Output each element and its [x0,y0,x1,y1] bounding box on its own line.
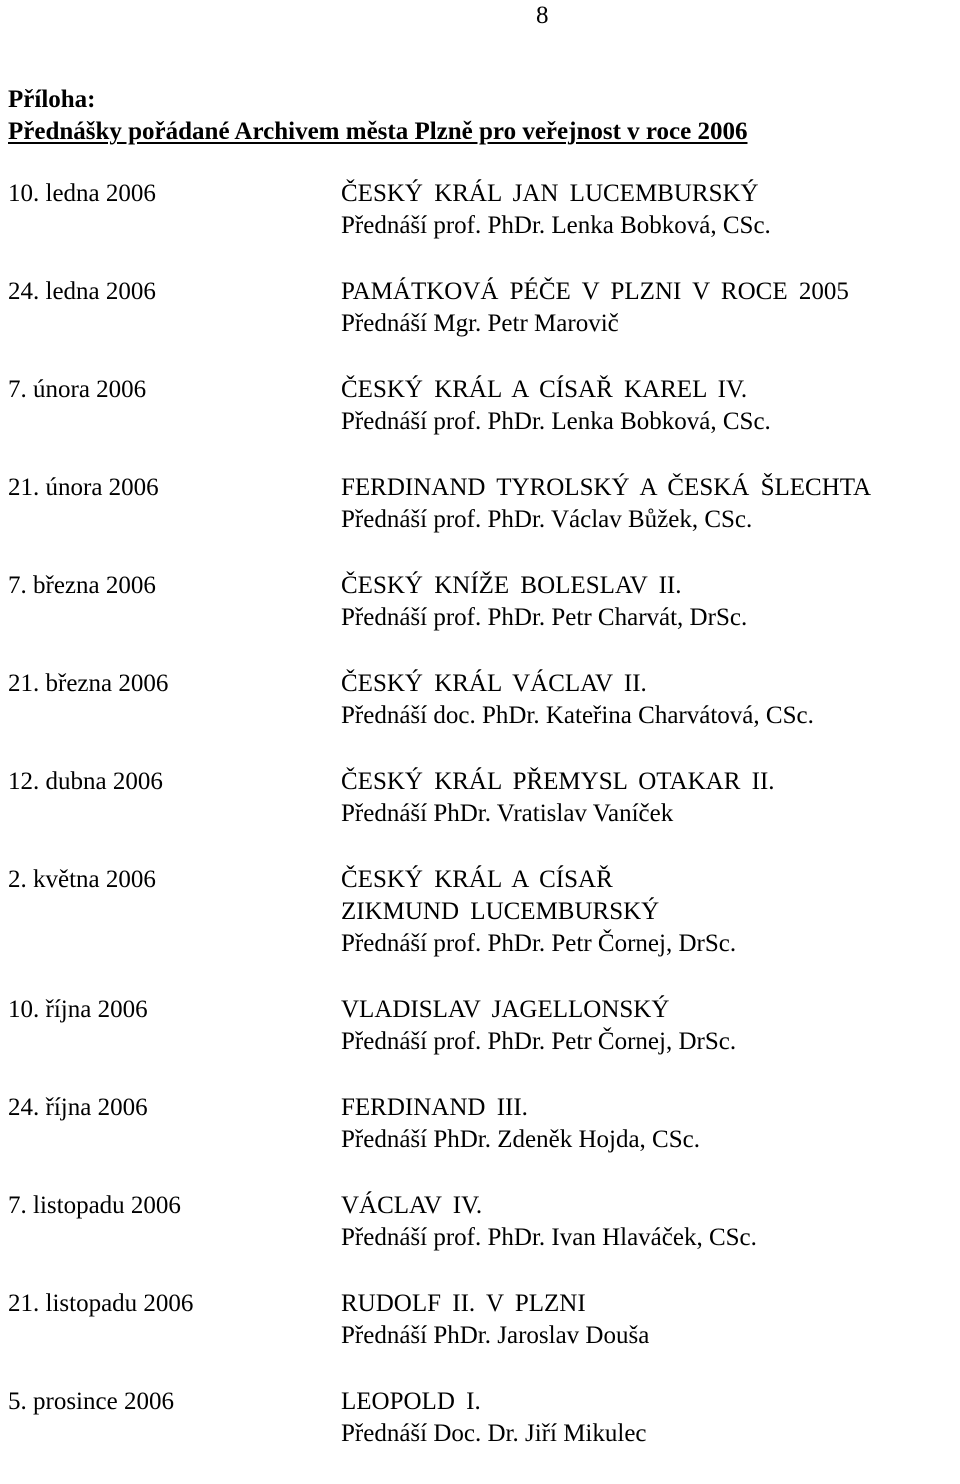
lecture-speaker: Přednáší prof. PhDr. Václav Bůžek, CSc. [341,506,753,533]
document-title: Přednášky pořádané Archivem města Plzně pro veřejnost v roce 2006 [8,118,748,145]
lecture-topic: ČESKÝ KNÍŽE BOLESLAV II. [341,572,682,599]
lecture-date: 21. února 2006 [8,474,159,501]
lecture-date: 24. ledna 2006 [8,278,156,305]
lecture-date: 12. dubna 2006 [8,768,163,795]
lecture-topic: FERDINAND TYROLSKÝ A ČESKÁ ŠLECHTA [341,474,872,501]
lecture-date: 7. listopadu 2006 [8,1192,181,1219]
lecture-date: 7. března 2006 [8,572,156,599]
lecture-item [8,472,960,536]
lecture-speaker: Přednáší prof. PhDr. Petr Čornej, DrSc. [341,1028,737,1055]
lecture-date: 21. března 2006 [8,670,169,697]
lecture-date: 24. října 2006 [8,1094,148,1121]
lecture-speaker: Přednáší prof. PhDr. Lenka Bobková, CSc. [341,408,771,435]
lecture-topic: ČESKÝ KRÁL JAN LUCEMBURSKÝ [341,180,759,207]
lecture-speaker: Přednáší Mgr. Petr Marovič [341,310,619,337]
lecture-topic: ZIKMUND LUCEMBURSKÝ [341,898,660,925]
lecture-date: 7. února 2006 [8,376,147,403]
lecture-details [341,1288,960,1352]
lecture-item [8,1288,960,1352]
lecture-topic: ČESKÝ KRÁL PŘEMYSL OTAKAR II. [341,768,775,795]
lecture-date: 21. listopadu 2006 [8,1290,194,1317]
lecture-item [8,766,960,830]
lecture-item [8,276,960,340]
lecture-topic: ČESKÝ KRÁL A CÍSAŘ KAREL IV. [341,376,748,403]
lecture-date: 2. května 2006 [8,866,156,893]
lecture-details [341,1092,960,1156]
lecture-topic: VLADISLAV JAGELLONSKÝ [341,996,670,1023]
lecture-details [341,570,960,634]
lecture-speaker: Přednáší prof. PhDr. Petr Charvát, DrSc. [341,604,748,631]
lecture-speaker: Přednáší Doc. Dr. Jiří Mikulec [341,1420,647,1447]
lecture-speaker: Přednáší prof. PhDr. Lenka Bobková, CSc. [341,212,771,239]
lecture-topic: ČESKÝ KRÁL A CÍSAŘ [341,866,613,893]
lecture-speaker: Přednáší doc. PhDr. Kateřina Charvátová, CSc. [341,702,814,729]
lecture-details [341,374,960,438]
lecture-item [8,1190,960,1254]
lecture-speaker: Přednáší PhDr. Zdeněk Hojda, CSc. [341,1126,700,1153]
lecture-details [341,1190,960,1254]
lecture-item [8,1092,960,1156]
lecture-details [341,668,960,732]
lecture-speaker: Přednáší PhDr. Vratislav Vaníček [341,800,674,827]
lecture-item [8,864,960,960]
lecture-speaker: Přednáší prof. PhDr. Ivan Hlaváček, CSc. [341,1224,757,1251]
appendix-label: Příloha: [8,86,96,113]
lecture-date: 5. prosince 2006 [8,1388,174,1415]
lecture-topic: VÁCLAV IV. [341,1192,483,1219]
lecture-details [341,178,960,242]
lecture-topic: PAMÁTKOVÁ PÉČE V PLZNI V ROCE 2005 [341,278,849,305]
lecture-details [341,766,960,830]
lecture-topic: ČESKÝ KRÁL VÁCLAV II. [341,670,647,697]
lecture-item [8,994,960,1058]
page-number: 8 [536,2,549,29]
lecture-topic: FERDINAND III. [341,1094,528,1121]
lecture-topic: LEOPOLD I. [341,1388,481,1415]
lecture-details [341,994,960,1058]
lecture-date: 10. října 2006 [8,996,148,1023]
lecture-details [341,864,960,960]
lecture-item [8,668,960,732]
lecture-speaker: Přednáší PhDr. Jaroslav Douša [341,1322,650,1349]
lecture-item [8,178,960,242]
lecture-details [341,276,960,340]
appendix-heading [8,84,748,148]
lecture-topic: RUDOLF II. V PLZNI [341,1290,586,1317]
lecture-date: 10. ledna 2006 [8,180,156,207]
lecture-list [8,178,960,1484]
lecture-speaker: Přednáší prof. PhDr. Petr Čornej, DrSc. [341,930,737,957]
lecture-item [8,1386,960,1450]
lecture-details [341,1386,960,1450]
lecture-details [341,472,960,536]
lecture-item [8,374,960,438]
lecture-item [8,570,960,634]
